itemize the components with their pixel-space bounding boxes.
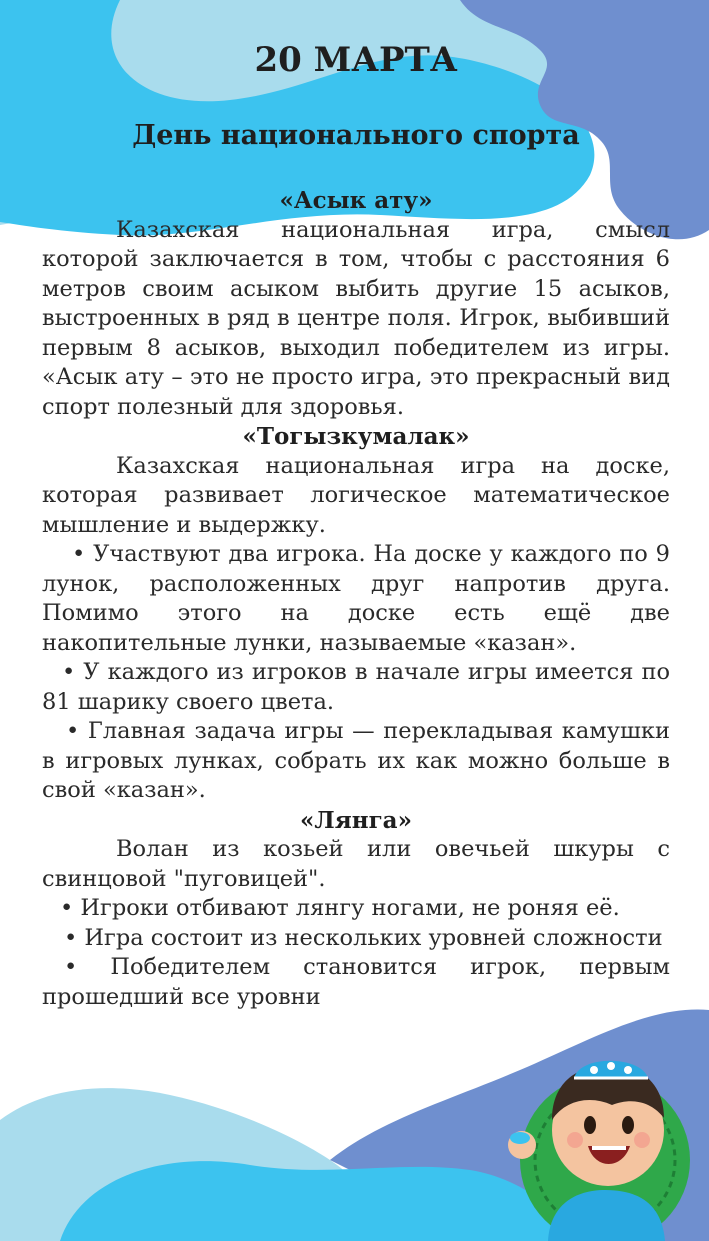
date-title: 20 МАРТА [254,40,458,80]
article-body [42,186,670,1012]
section-togyzkumalak [42,422,670,806]
section-paragraph: Казахская национальная игра на доске, которая развивает логическое математическое мышление и выдержку. [42,452,670,538]
page-title: День национального спорта [132,120,580,151]
bullet-item: • У каждого из игроков в начале игры имеется по 81 шарику своего цвета. [42,659,670,715]
bullet-item: • Участвуют два игрока. На доске у каждого по 9 лунок, расположенных друг напротив друга. Помимо этого на доске есть ещё две накопительные лунки, называемые «казан». [42,541,670,656]
section-heading: «Лянга» [300,806,412,834]
bullet-item: • Победителем становится игрок, первым прошедший все уровни [42,954,670,1010]
section-asyk-atu [42,186,670,422]
bullet-item: • Главная задача игры — перекладывая камушки в игровых лунках, собрать их как можно больше в свой «казан». [42,718,670,803]
section-heading: «Асык ату» [279,187,433,214]
section-lyanga [42,806,670,1013]
section-heading: «Тогызкумалак» [242,423,470,450]
bullet-item: • Игроки отбивают лянгу ногами, не роняя её. [60,895,620,921]
bullet-item: • Игра состоит из нескольких уровней сложности [64,924,663,951]
section-paragraph: Казахская национальная игра, смысл которой заключается в том, чтобы с расстояния 6 метров своим асыком выбить другие 15 асыков, выстроенных в ряд в центре поля. Игрок, выбивший первым 8 асыков, выходил победителем из игры. «Асык ату – это не просто игра, это прекрасный вид спорт полезный для здоровья. [42,216,670,420]
section-paragraph: Волан из козьей или овечьей шкуры с свинцовой "пуговицей". [42,836,670,892]
